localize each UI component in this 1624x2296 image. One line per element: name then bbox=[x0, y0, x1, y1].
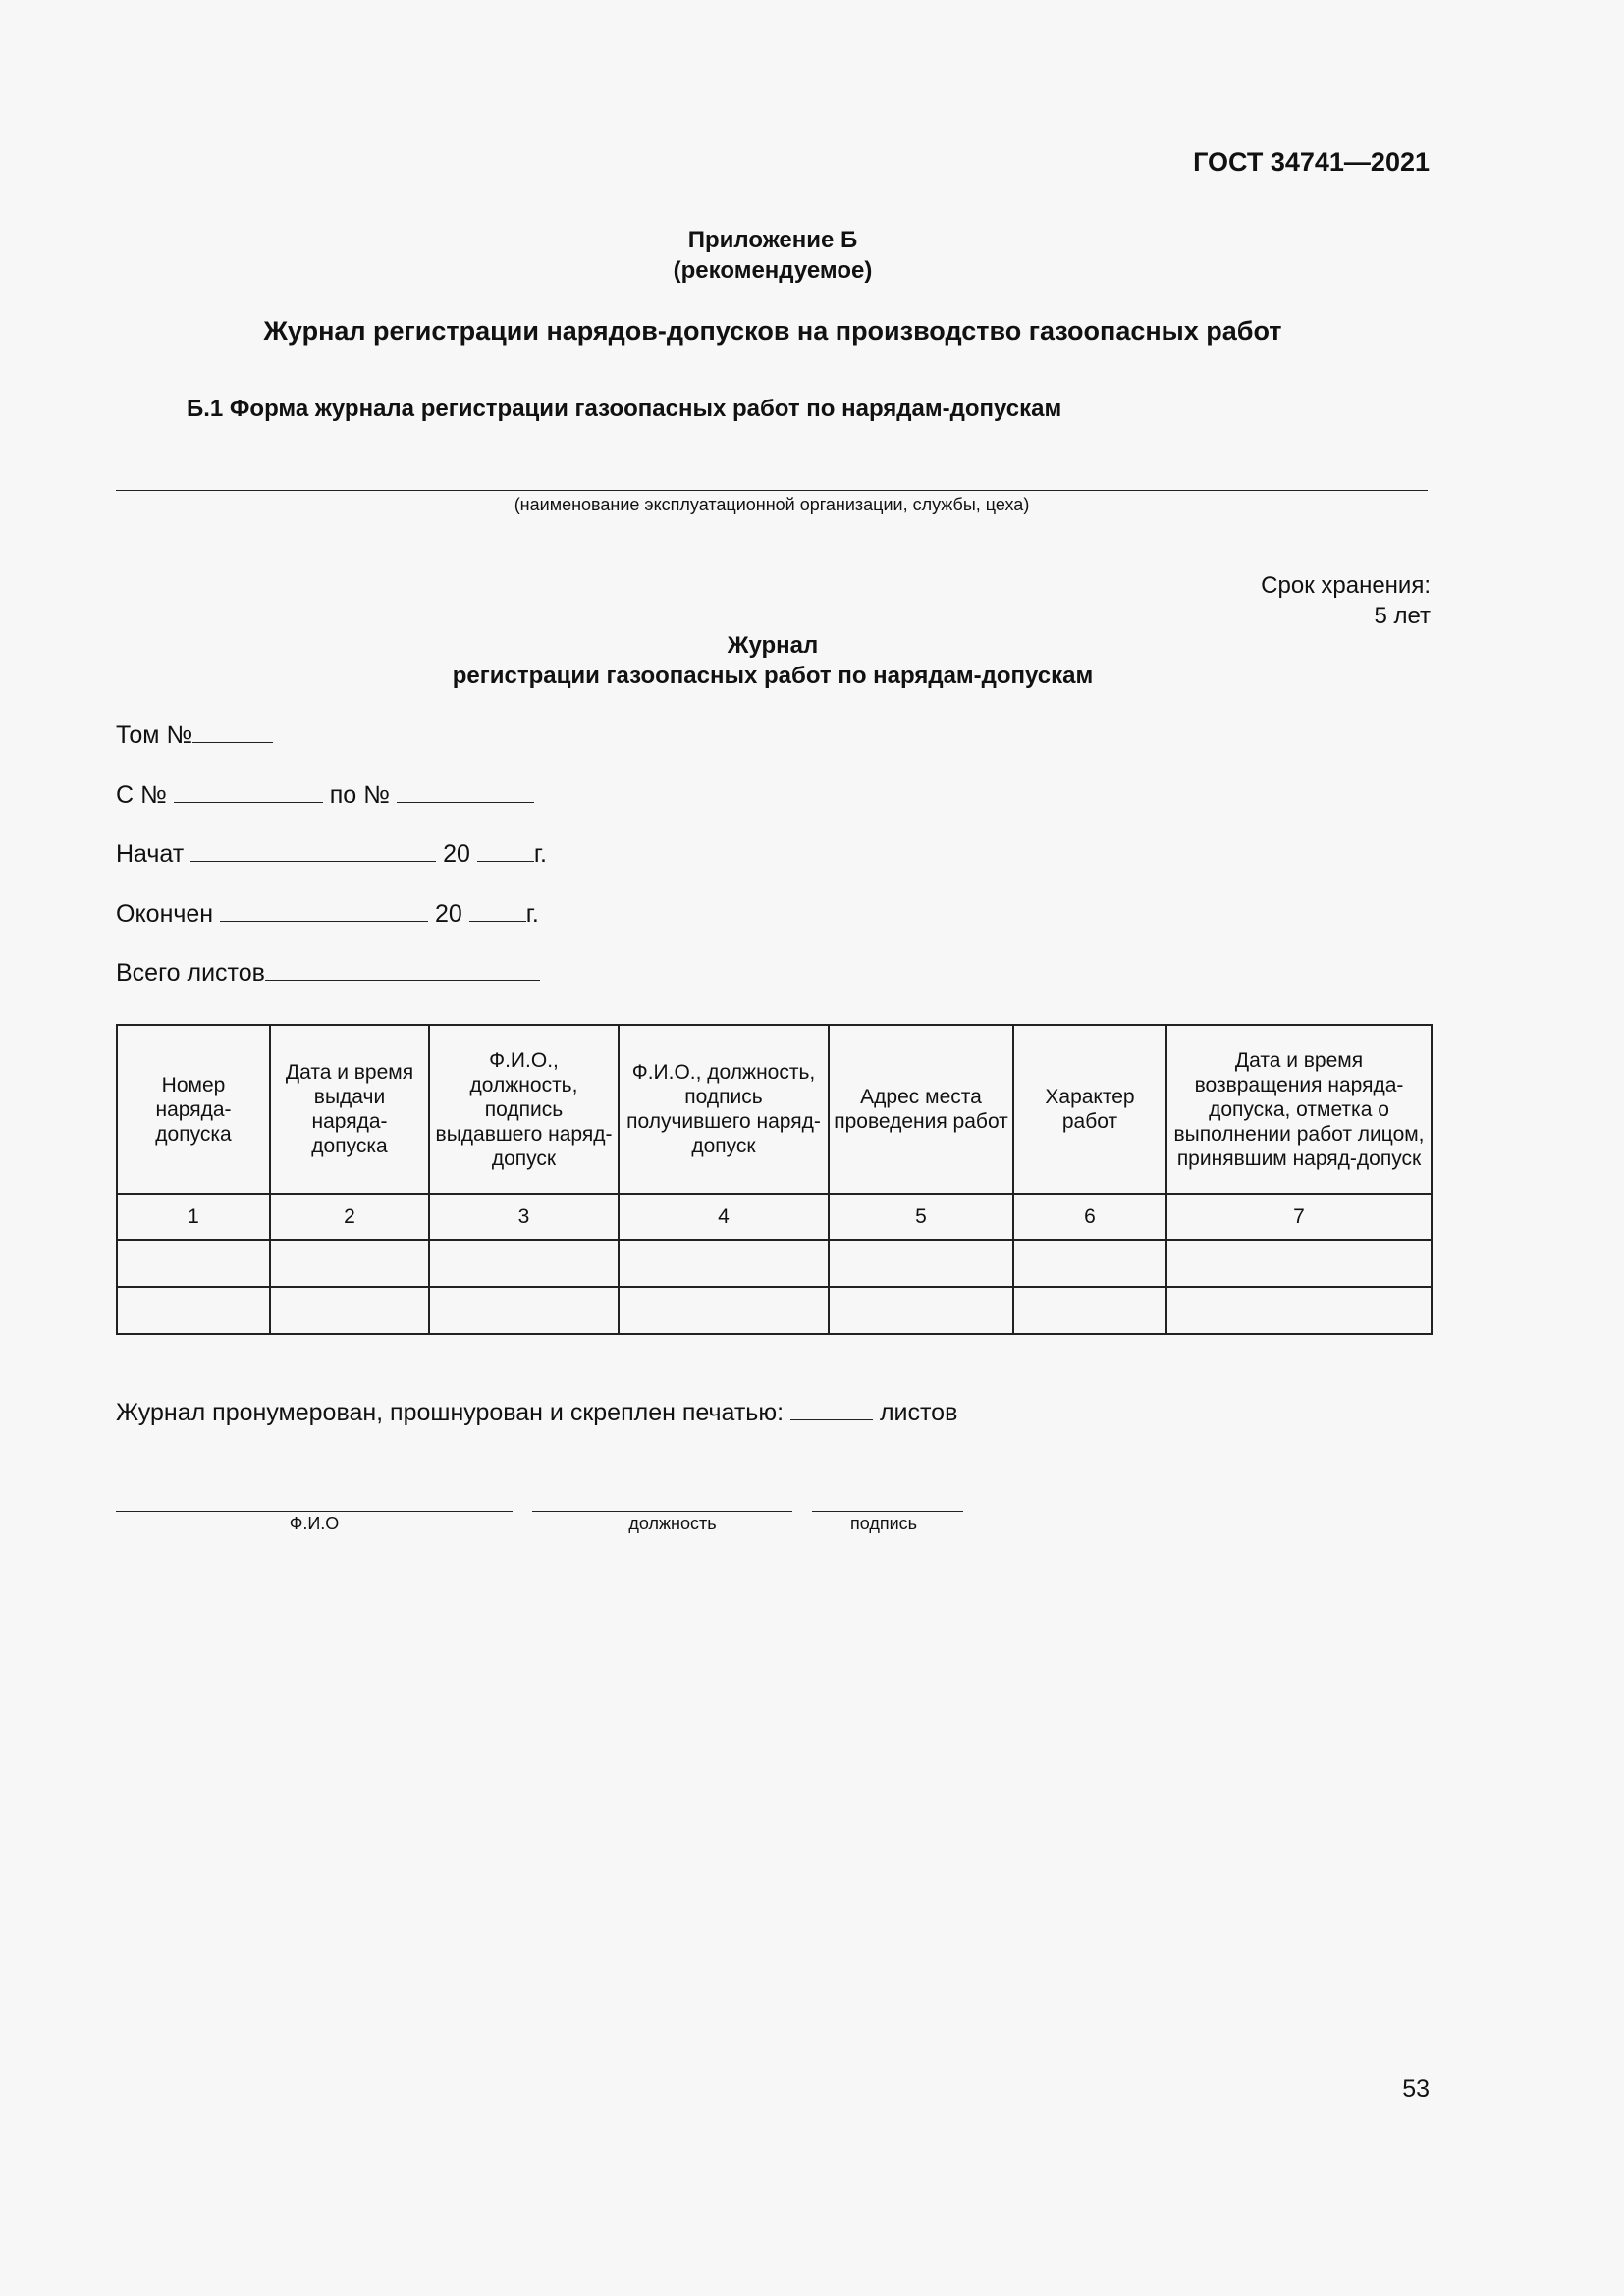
header-cell: Дата и время выдачи наряда-допуска bbox=[270, 1025, 429, 1194]
name-caption: Ф.И.О bbox=[289, 1514, 340, 1533]
column-number: 2 bbox=[270, 1194, 429, 1240]
empty-cell[interactable] bbox=[117, 1287, 270, 1334]
empty-cell[interactable] bbox=[619, 1240, 829, 1287]
column-number: 1 bbox=[117, 1194, 270, 1240]
volume-blank[interactable] bbox=[192, 721, 273, 743]
signature-caption: подпись bbox=[849, 1514, 918, 1533]
empty-cell[interactable] bbox=[829, 1287, 1013, 1334]
position-signature-line[interactable] bbox=[532, 1511, 792, 1512]
started-year-blank[interactable] bbox=[477, 839, 534, 862]
empty-cell[interactable] bbox=[1166, 1287, 1432, 1334]
document-title: Журнал регистрации нарядов-допусков на производство газоопасных работ bbox=[263, 316, 1282, 346]
empty-cell[interactable] bbox=[429, 1240, 619, 1287]
column-number: 3 bbox=[429, 1194, 619, 1240]
ended-year-suffix: г. bbox=[525, 900, 539, 928]
column-number: 4 bbox=[619, 1194, 829, 1240]
empty-cell[interactable] bbox=[117, 1240, 270, 1287]
table-row bbox=[117, 1240, 1432, 1287]
empty-cell[interactable] bbox=[619, 1287, 829, 1334]
started-blank[interactable] bbox=[190, 839, 436, 862]
retention-period bbox=[1261, 570, 1431, 631]
table-row bbox=[117, 1287, 1432, 1334]
journal-title: Журнал bbox=[727, 632, 819, 659]
section-heading: Б.1 Форма журнала регистрации газоопасных работ по нарядам-допускам bbox=[187, 396, 1062, 422]
position-caption: должность bbox=[628, 1514, 717, 1533]
sheets-field bbox=[116, 958, 540, 988]
sheets-blank[interactable] bbox=[265, 958, 540, 981]
empty-cell[interactable] bbox=[829, 1240, 1013, 1287]
empty-cell[interactable] bbox=[1013, 1240, 1166, 1287]
to-blank[interactable] bbox=[397, 780, 534, 803]
sheets-count-blank[interactable] bbox=[790, 1398, 873, 1420]
signature-line[interactable] bbox=[812, 1511, 963, 1512]
journal-heading bbox=[0, 630, 1545, 691]
retention-label: Срок хранения: bbox=[1261, 572, 1431, 599]
table-header-row bbox=[117, 1025, 1432, 1194]
started-year-prefix: 20 bbox=[443, 840, 470, 868]
volume-label: Том № bbox=[116, 721, 193, 749]
empty-cell[interactable] bbox=[429, 1287, 619, 1334]
certification-suffix: листов bbox=[879, 1399, 958, 1426]
to-label: по № bbox=[329, 781, 390, 809]
name-signature-line[interactable] bbox=[116, 1511, 513, 1512]
header-cell: Дата и время возвращения наряда-допуска, отметка о выполнении работ лицом, принявшим наряд-допуск bbox=[1166, 1025, 1432, 1194]
standard-number: ГОСТ 34741—2021 bbox=[1193, 147, 1430, 177]
retention-value: 5 лет bbox=[1374, 603, 1431, 629]
empty-cell[interactable] bbox=[1166, 1240, 1432, 1287]
ended-label: Окончен bbox=[116, 900, 214, 928]
ended-year-blank[interactable] bbox=[469, 899, 526, 922]
ended-blank[interactable] bbox=[220, 899, 428, 922]
appendix-note: (рекомендуемое) bbox=[673, 257, 873, 284]
organization-line bbox=[116, 490, 1428, 491]
organization-caption: (наименование эксплуатационной организации, службы, цеха) bbox=[514, 495, 1030, 514]
registration-table bbox=[116, 1024, 1433, 1335]
volume-field bbox=[116, 721, 273, 750]
header-cell: Адрес места проведения работ bbox=[829, 1025, 1013, 1194]
started-year-suffix: г. bbox=[533, 840, 547, 868]
journal-subtitle: регистрации газоопасных работ по нарядам-допускам bbox=[452, 663, 1094, 689]
header-cell: Ф.И.О., должность, подпись получившего наряд-допуск bbox=[619, 1025, 829, 1194]
column-number-row bbox=[117, 1194, 1432, 1240]
from-label: С № bbox=[116, 781, 167, 809]
column-number: 5 bbox=[829, 1194, 1013, 1240]
appendix-heading bbox=[0, 225, 1545, 286]
column-number: 6 bbox=[1013, 1194, 1166, 1240]
ended-year-prefix: 20 bbox=[435, 900, 462, 928]
range-field bbox=[116, 780, 534, 810]
empty-cell[interactable] bbox=[270, 1287, 429, 1334]
header-cell: Ф.И.О., должность, подпись выдавшего наряд-допуск bbox=[429, 1025, 619, 1194]
page-number: 53 bbox=[1402, 2075, 1430, 2103]
empty-cell[interactable] bbox=[270, 1240, 429, 1287]
header-cell: Характер работ bbox=[1013, 1025, 1166, 1194]
empty-cell[interactable] bbox=[1013, 1287, 1166, 1334]
certification-statement bbox=[116, 1398, 957, 1427]
column-number: 7 bbox=[1166, 1194, 1432, 1240]
sheets-label: Всего листов bbox=[116, 959, 265, 987]
ended-field bbox=[116, 899, 539, 929]
appendix-title: Приложение Б bbox=[687, 227, 858, 253]
certification-text: Журнал пронумерован, прошнурован и скреплен печатью: bbox=[116, 1399, 785, 1426]
started-field bbox=[116, 839, 547, 869]
from-blank[interactable] bbox=[174, 780, 323, 803]
header-cell: Номер наряда-допуска bbox=[117, 1025, 270, 1194]
started-label: Начат bbox=[116, 840, 185, 868]
